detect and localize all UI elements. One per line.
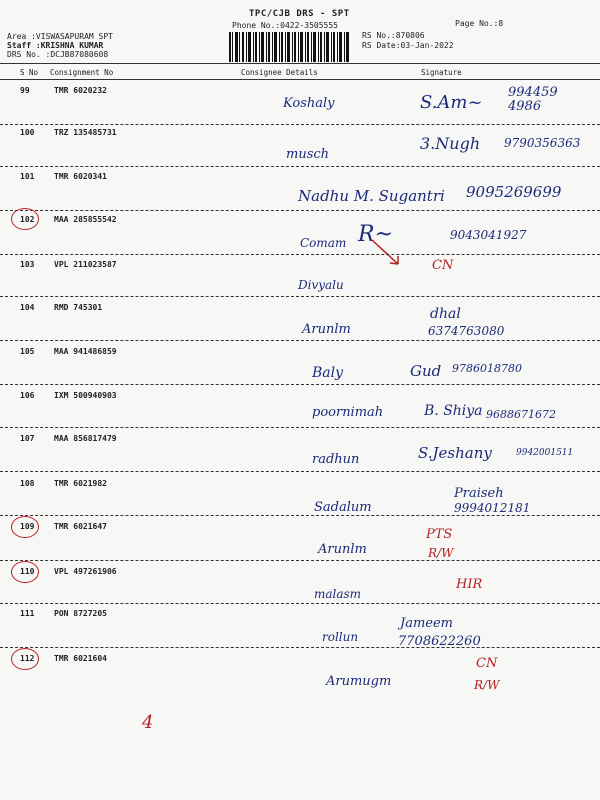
row-consignee-name: Arunlm — [302, 322, 351, 337]
staff-field: Staff :KRISHNA KUMAR — [7, 41, 104, 50]
row-consignment: VPL 211023587 — [54, 260, 117, 269]
sheet-title: TPC/CJB DRS - SPT — [249, 9, 350, 19]
row-sno: 112 — [20, 654, 35, 663]
hir-annotation: HIR — [456, 577, 483, 592]
row-consignee-name: malasm — [314, 587, 362, 601]
row-divider — [0, 647, 600, 648]
row-consignee-name: Nadhu M. Sugantri — [298, 187, 445, 205]
row-phone: 7708622260 — [398, 634, 481, 649]
row-consignee-name: Divyalu — [298, 278, 344, 292]
row-phone: 9942001511 — [516, 448, 574, 458]
row-consignment: TMR 6020232 — [54, 86, 107, 95]
row-consignee-name: rollun — [322, 630, 359, 644]
row-consignee-name: radhun — [312, 452, 360, 467]
row-divider — [0, 296, 600, 297]
row-sno: 107 — [20, 434, 35, 443]
row-consignment: MAA 941486859 — [54, 347, 117, 356]
column-header-divider — [0, 79, 600, 80]
row-consignment: TMR 6021647 — [54, 522, 107, 531]
row-divider — [0, 210, 600, 211]
cn-annotation: CN — [432, 258, 454, 273]
row-consignment: TMR 6020341 — [54, 172, 107, 181]
row-consignee-name: Arunlm — [318, 542, 367, 557]
header-divider — [0, 63, 600, 64]
row-consignment: TMR 6021604 — [54, 654, 107, 663]
row-consignment: IXM 500940903 — [54, 391, 117, 400]
row-divider — [0, 515, 600, 516]
row-phone: 6374763080 — [428, 324, 505, 338]
row-signature: S.Am~ — [420, 92, 483, 113]
col-header-signature: Signature — [421, 68, 462, 77]
row-consignee-name: Arumugm — [326, 674, 392, 689]
row-consignment: TMR 6021982 — [54, 479, 107, 488]
row-divider — [0, 427, 600, 428]
row-consignee-name: Sadalum — [314, 500, 372, 515]
pts-annotation: PTS — [426, 527, 453, 542]
row-divider — [0, 471, 600, 472]
row-sno: 105 — [20, 347, 35, 356]
area-field: Area :VISWASAPURAM SPT — [7, 32, 113, 41]
row-divider — [0, 340, 600, 341]
page-number: Page No.:8 — [455, 19, 504, 28]
row-signature: B. Shiya — [424, 403, 483, 419]
row-divider — [0, 560, 600, 561]
row-phone: 9790356363 — [504, 136, 581, 150]
row-sno: 102 — [20, 215, 35, 224]
phone-number: Phone No.:0422-3505555 — [232, 21, 338, 30]
row-divider — [0, 603, 600, 604]
row-phone: 9095269699 — [466, 183, 562, 201]
row-sno: 101 — [20, 172, 35, 181]
row-phone: 9786018780 — [452, 362, 522, 375]
rs-number: RS No.:870806 — [362, 31, 425, 40]
row-consignee-name: Koshaly — [283, 96, 335, 111]
row-divider — [0, 254, 600, 255]
page-mark-annotation: 4 — [142, 712, 154, 733]
row-signature: 3.Nugh — [420, 134, 481, 153]
row-phone: 9043041927 — [450, 228, 527, 242]
drs-number: DRS No. :DCJB87080608 — [7, 50, 109, 59]
row-phone: 9688671672 — [486, 408, 556, 421]
row-consignment: MAA 285855542 — [54, 215, 117, 224]
rs-date: RS Date:03-Jan-2022 — [362, 41, 454, 50]
cn-annotation: CN — [476, 656, 498, 671]
row-signature: Praiseh — [454, 486, 504, 501]
row-consignment: RMD 745301 — [54, 303, 103, 312]
col-header-consignee: Consignee Details — [241, 68, 318, 77]
row-consignment: TRZ 135485731 — [54, 128, 117, 137]
row-sno: 111 — [20, 609, 35, 618]
row-consignment: VPL 497261906 — [54, 567, 117, 576]
row-sno: 109 — [20, 522, 35, 531]
row-signature: dhal — [430, 306, 461, 322]
rw-annotation: R/W — [474, 678, 500, 692]
row-consignment: PON 8727205 — [54, 609, 107, 618]
row-phone: 9994012181 — [454, 501, 531, 515]
row-sno: 99 — [20, 86, 30, 95]
col-header-consignment: Consignment No — [50, 68, 114, 77]
row-signature: Jameem — [400, 616, 454, 631]
row-consignee-name: musch — [286, 147, 330, 162]
row-sno: 103 — [20, 260, 35, 269]
row-sno: 110 — [20, 567, 35, 576]
row-consignee-name: poornimah — [312, 405, 384, 420]
col-header-sno: S No — [20, 68, 39, 77]
row-signature: S.Jeshany — [418, 444, 492, 462]
row-consignment: MAA 856817479 — [54, 434, 117, 443]
row-sno: 100 — [20, 128, 35, 137]
rw-annotation: R/W — [428, 546, 454, 560]
row-sno: 104 — [20, 303, 35, 312]
row-divider — [0, 384, 600, 385]
row-signature: Gud — [410, 362, 442, 380]
row-phone: 994459 4986 — [508, 85, 558, 114]
row-sno: 106 — [20, 391, 35, 400]
row-divider — [0, 124, 600, 125]
row-divider — [0, 166, 600, 167]
row-consignee-name: Baly — [312, 365, 344, 381]
row-signature: R~ — [358, 222, 393, 247]
barcode-image — [229, 32, 349, 62]
row-sno: 108 — [20, 479, 35, 488]
row-consignee-name: Comam — [300, 236, 347, 250]
